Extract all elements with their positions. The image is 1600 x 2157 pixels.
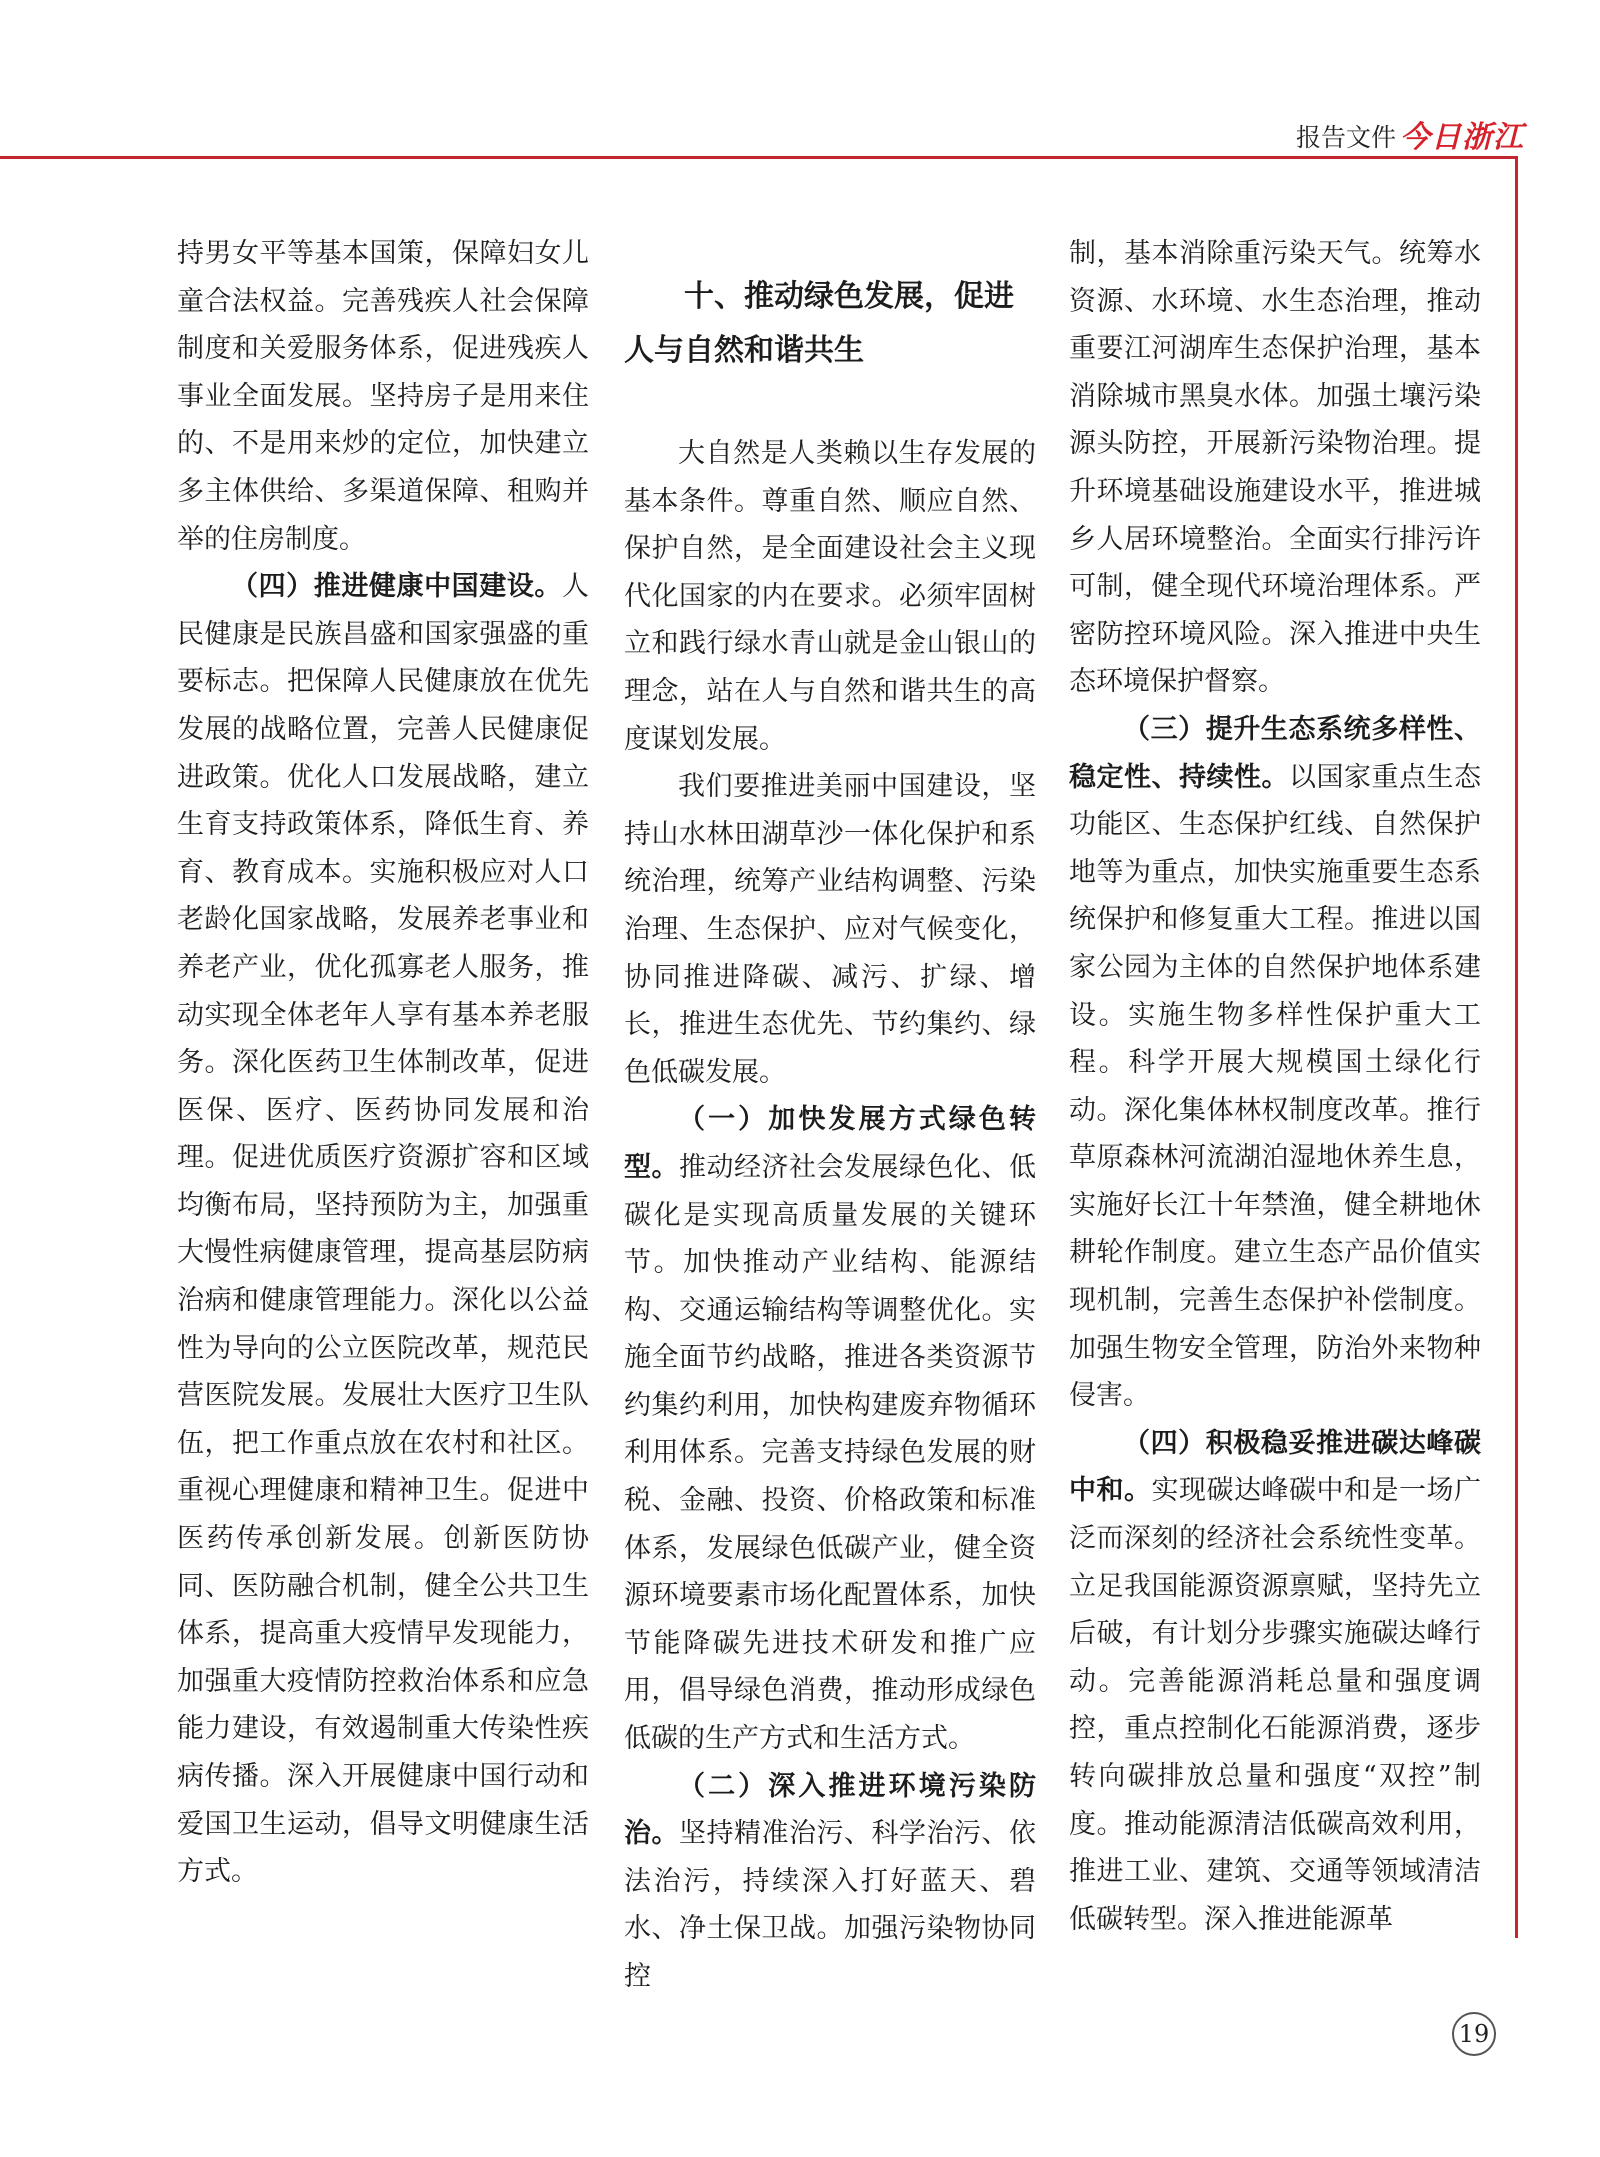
section-title: 十、推动绿色发展，促进人与自然和谐共生 [624, 279, 1014, 368]
paragraph-body: 以国家重点生态功能区、生态保护红线、自然保护地等为重点，加快实施重要生态系统保护和修复重大工程。推进以国家公园为主体的自然保护地体系建设。实施生物多样性保护重大工程。科学开展大规模国土绿化行动。深化集体林权制度改革。推行草原森林河流湖泊湿地休养生息，实施好长江十年禁渔，健全耕地休耕轮作制度。建立生态产品价值实现机制，完善生态保护补偿制度。加强生物安全管理，防治外来物种侵害。 [1069, 761, 1481, 1412]
subsection-heading: （三）提升生态系统多样性、稳定性、持续性。 [1069, 713, 1481, 793]
paragraph [1069, 706, 1481, 1420]
text-column-1 [177, 230, 589, 1896]
subsection-heading: （一）加快发展方式绿色转型。 [624, 1104, 1036, 1183]
paragraph: 我们要推进美丽中国建设，坚持山水林田湖草沙一体化保护和系统治理，统筹产业结构调整、污染治理、生态保护、应对气候变化，协同推进降碳、减污、扩绿、增长，推进生态优先、节约集约、绿色低碳发展。 [624, 771, 1036, 1088]
paragraph [1069, 1420, 1481, 1944]
header-section-label: 报告文件 [1296, 123, 1397, 152]
paragraph: 持男女平等基本国策，保障妇女儿童合法权益。完善残疾人社会保障制度和关爱服务体系，促进残疾人事业全面发展。坚持房子是用来住的、不是用来炒的定位，加快建立多主体供给、多渠道保障、租购并举的住房制度。 [177, 238, 589, 555]
subsection-heading: （二）深入推进环境污染防治。 [624, 1770, 1036, 1850]
paragraph [624, 1763, 1036, 2001]
right-margin-rule [1515, 156, 1518, 1938]
paragraph-body: 坚持精准治污、科学治污、依法治污，持续深入打好蓝天、碧水、净土保卫战。加强污染物协同控 [624, 1818, 1036, 1992]
paragraph: 大自然是人类赖以生存发展的基本条件。尊重自然、顺应自然、保护自然，是全面建设社会主义现代化国家的内在要求。必须牢固树立和践行绿水青山就是金山银山的理念，站在人与自然和谐共生的高度谋划发展。 [624, 438, 1036, 755]
subsection-heading: （四）积极稳妥推进碳达峰碳中和。 [1069, 1427, 1481, 1507]
paragraph-body: 实现碳达峰碳中和是一场广泛而深刻的经济社会系统性变革。立足我国能源资源禀赋，坚持先立后破，有计划分步骤实施碳达峰行动。完善能源消耗总量和强度调控，重点控制化石能源消费，逐步转向碳排放总量和强度“双控”制度。推动能源清洁低碳高效利用，推进工业、建筑、交通等领域清洁低碳转型。深入推进能源革 [1069, 1475, 1481, 1935]
text-column-2 [624, 230, 1036, 2001]
subsection-heading: （四）推进健康中国建设。 [231, 571, 562, 603]
page-number: 19 [1452, 2012, 1496, 2056]
paragraph-body: 推动经济社会发展绿色化、低碳化是实现高质量发展的关键环节。加快推动产业结构、能源结构、交通运输结构等调整优化。实施全面节约战略，推进各类资源节约集约利用，加快构建废弃物循环利用体系。完善支持绿色发展的财税、金融、投资、价格政策和标准体系，发展绿色低碳产业，健全资源环境要素市场化配置体系，加快节能降碳先进技术研发和推广应用，倡导绿色消费，推动形成绿色低碳的生产方式和生活方式。 [624, 1151, 1036, 1755]
paragraph [177, 563, 589, 1896]
header-rule [0, 156, 1518, 159]
paragraph-body: 人民健康是民族昌盛和国家强盛的重要标志。把保障人民健康放在优先发展的战略位置，完善人民健康促进政策。优化人口发展战略，建立生育支持政策体系，降低生育、养育、教育成本。实施积极应对人口老龄化国家战略，发展养老事业和养老产业，优化孤寡老人服务，推动实现全体老年人享有基本养老服务。深化医药卫生体制改革，促进医保、医疗、医药协同发展和治理。促进优质医疗资源扩容和区域均衡布局，坚持预防为主，加强重大慢性病健康管理，提高基层防病治病和健康管理能力。深化以公益性为导向的公立医院改革，规范民营医院发展。发展壮大医疗卫生队伍，把工作重点放在农村和社区。重视心理健康和精神卫生。促进中医药传承创新发展。创新医防协同、医防融合机制，健全公共卫生体系，提高重大疫情早发现能力，加强重大疫情防控救治体系和应急能力建设，有效遏制重大传染性疾病传播。深入开展健康中国行动和爱国卫生运动，倡导文明健康生活方式。 [177, 571, 589, 1888]
paragraph: 制，基本消除重污染天气。统筹水资源、水环境、水生态治理，推动重要江河湖库生态保护治理，基本消除城市黑臭水体。加强土壤污染源头防控，开展新污染物治理。提升环境基础设施建设水平，推进城乡人居环境整治。全面实行排污许可制，健全现代环境治理体系。严密防控环境风险。深入推进中央生态环境保护督察。 [1069, 238, 1481, 698]
magazine-logo: 今日浙江 [1400, 120, 1524, 155]
paragraph [624, 1096, 1036, 1762]
text-column-3 [1069, 230, 1481, 1943]
